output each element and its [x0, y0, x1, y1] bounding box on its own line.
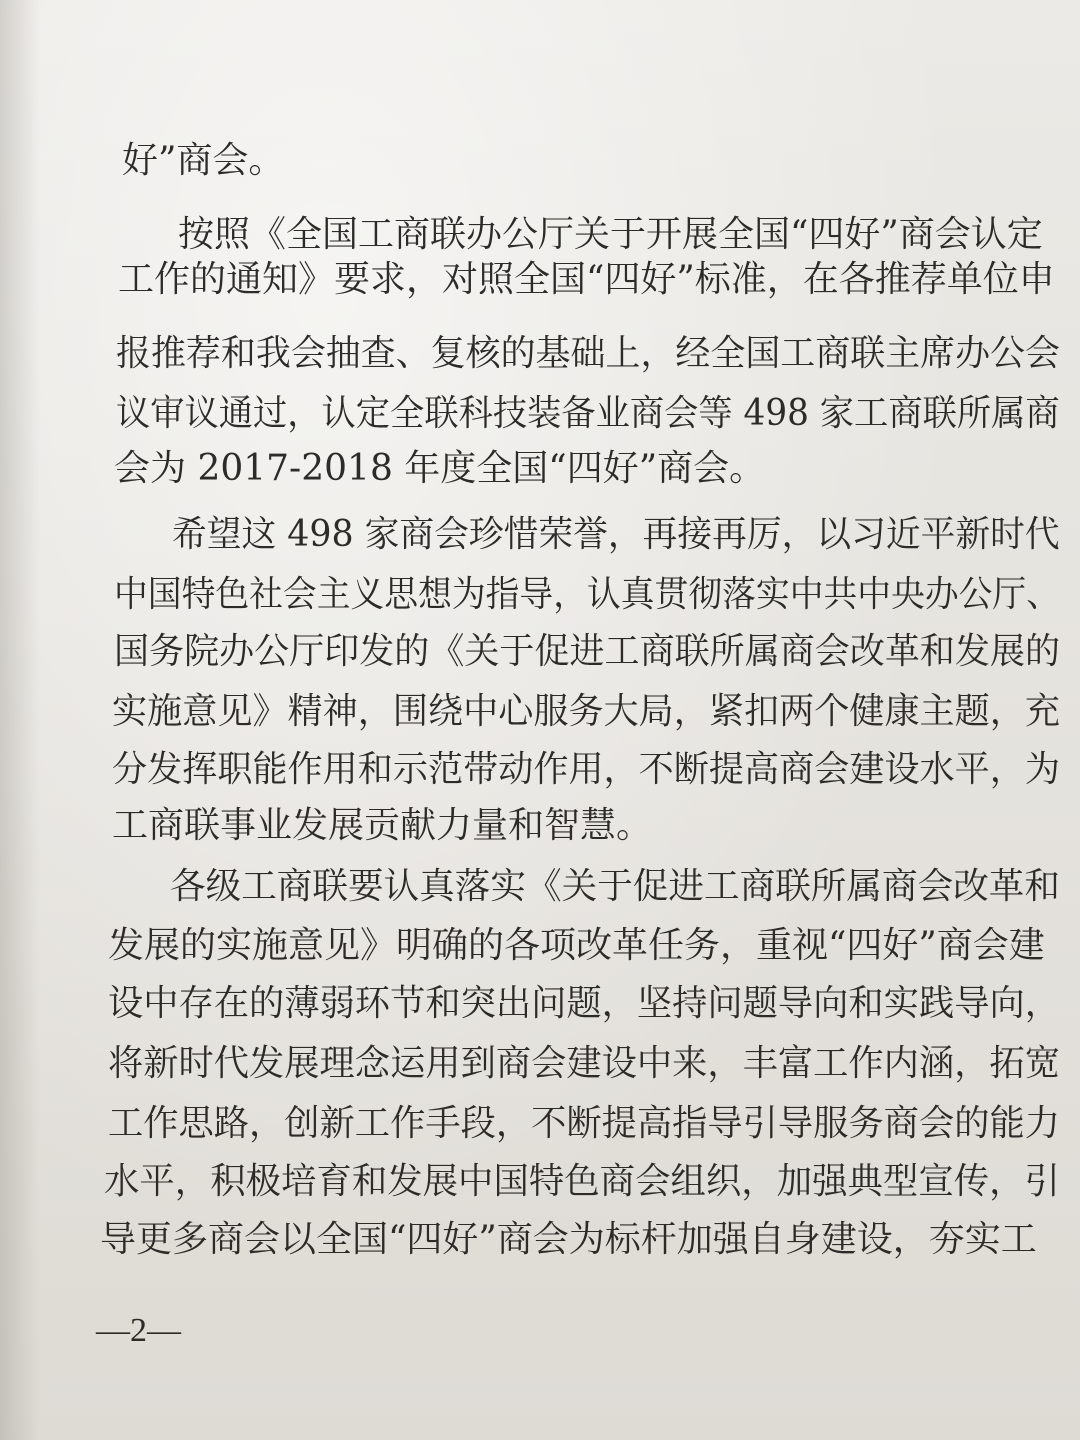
text-line: 工作的通知》要求，对照全国“四好”标准，在各推荐单位申	[118, 259, 1055, 300]
text-line: 中国特色社会主义思想为指导，认真贯彻落实中共中央办公厅、	[114, 574, 1061, 615]
paragraph-line: 各级工商联要认真落实《关于促进工商联所属商会改革和	[170, 866, 1061, 907]
text-line: 水平，积极培育和发展中国特色商会组织，加强典型宣传，引	[104, 1161, 1060, 1202]
text-line: 会为 2017-2018 年度全国“四好”商会。	[114, 448, 766, 489]
paragraph-line: 按照《全国工商联办公厅关于开展全国“四好”商会认定	[178, 214, 1043, 255]
text-line: 议审议通过，认定全联科技装备业商会等 498 家工商联所属商	[116, 393, 1060, 434]
text-line: 工作思路，创新工作手段，不断提高指导引导服务商会的能力	[108, 1103, 1060, 1144]
text-line: 报推荐和我会抽查、复核的基础上，经全国工商联主席办公会	[116, 333, 1061, 374]
text-line: 导更多商会以全国“四好”商会为标杆加强自身建设，夯实工	[100, 1219, 1037, 1260]
paragraph-line: 希望这 498 家商会珍惜荣誉，再接再厉，以习近平新时代	[172, 514, 1060, 555]
text-line: 工商联事业发展贡献力量和智慧。	[112, 805, 653, 846]
text-line: 好”商会。	[122, 140, 285, 181]
text-line: 国务院办公厅印发的《关于促进工商联所属商会改革和发展的	[114, 631, 1061, 672]
text-line: 发展的实施意见》明确的各项改革任务，重视“四好”商会建	[108, 925, 1045, 966]
text-line: 将新时代发展理念运用到商会建设中来，丰富工作内涵，拓宽	[108, 1043, 1060, 1084]
text-line: 设中存在的薄弱环节和突出问题，坚持问题导向和实践导向，	[108, 983, 1060, 1024]
text-line: 实施意见》精神，围绕中心服务大局，紧扣两个健康主题，充	[112, 691, 1061, 732]
page-number: —2—	[96, 1312, 181, 1349]
text-line: 分发挥职能作用和示范带动作用，不断提高商会建设水平，为	[112, 749, 1061, 790]
